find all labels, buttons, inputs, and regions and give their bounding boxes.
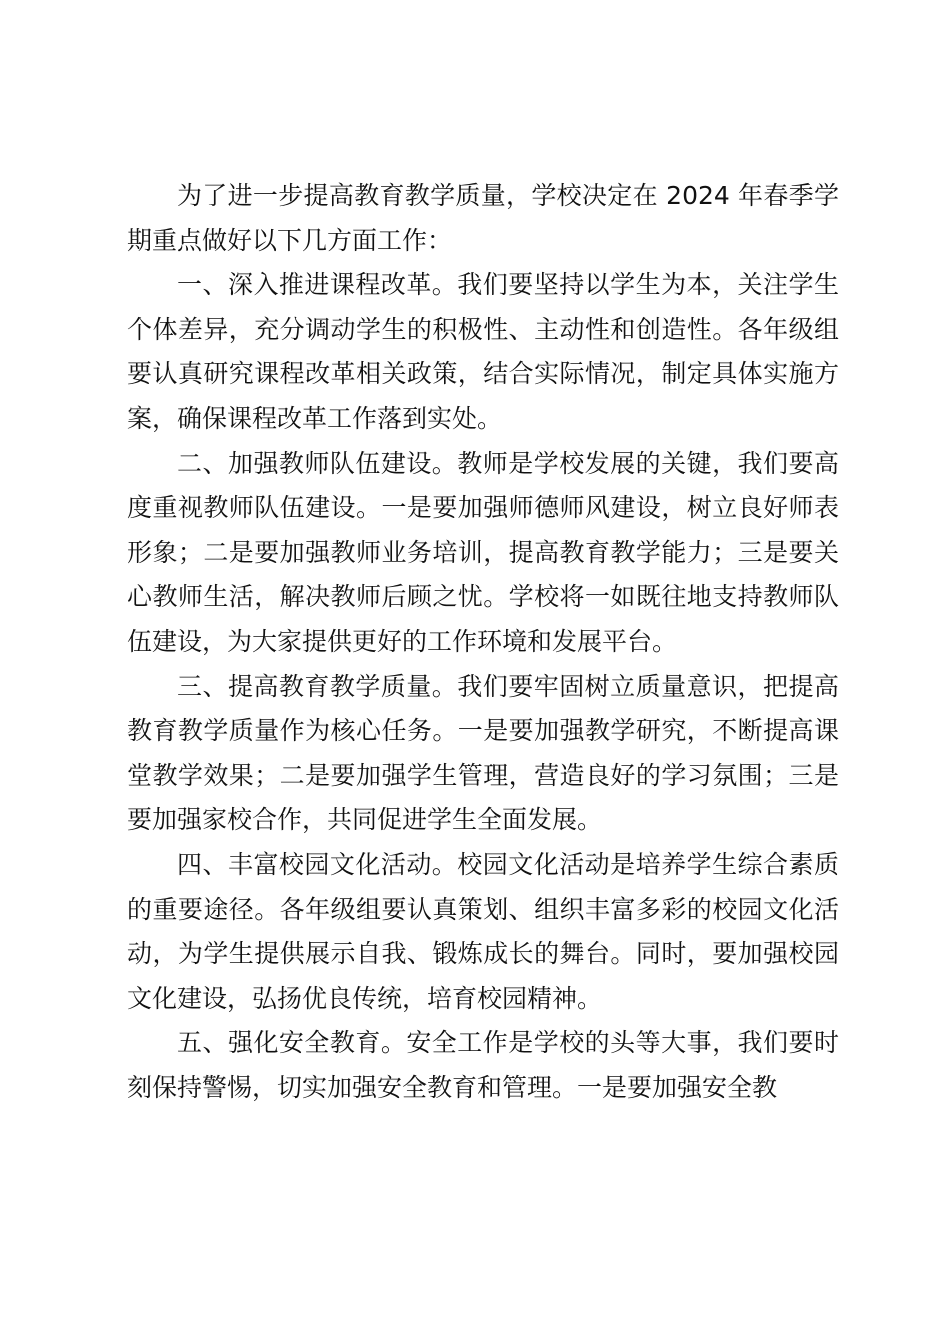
- document-body: [127, 174, 839, 1110]
- section-1-paragraph: 一、深入推进课程改革。我们要坚持以学生为本，关注学生个体差异，充分调动学生的积极性、主动性和创造性。各年级组要认真研究课程改革相关政策，结合实际情况，制定具体实施方案，确保课程改革工作落到实处。: [127, 270, 839, 433]
- section-2-paragraph: 二、加强教师队伍建设。教师是学校发展的关键，我们要高度重视教师队伍建设。一是要加强师德师风建设，树立良好师表形象；二是要加强教师业务培训，提高教育教学能力；三是要关心教师生活，解决教师后顾之忧。学校将一如既往地支持教师队伍建设，为大家提供更好的工作环境和发展平台。: [127, 448, 839, 656]
- section-3-paragraph: 三、提高教育教学质量。我们要牢固树立质量意识，把提高教育教学质量作为核心任务。一是要加强教学研究，不断提高课堂教学效果；二是要加强学生管理，营造良好的学习氛围；三是要加强家校合作，共同促进学生全面发展。: [127, 671, 839, 835]
- section-4-paragraph: 四、丰富校园文化活动。校园文化活动是培养学生综合素质的重要途径。各年级组要认真策划、组织丰富多彩的校园文化活动，为学生提供展示自我、锻炼成长的舞台。同时，要加强校园文化建设，弘扬优良传统，培育校园精神。: [127, 849, 839, 1013]
- section-5-paragraph: 五、强化安全教育。安全工作是学校的头等大事，我们要时刻保持警惕，切实加强安全教育和管理。一是要加强安全教: [127, 1028, 839, 1102]
- intro-paragraph: 为了进一步提高教育教学质量，学校决定在 2024 年春季学期重点做好以下几方面工作：: [127, 181, 839, 255]
